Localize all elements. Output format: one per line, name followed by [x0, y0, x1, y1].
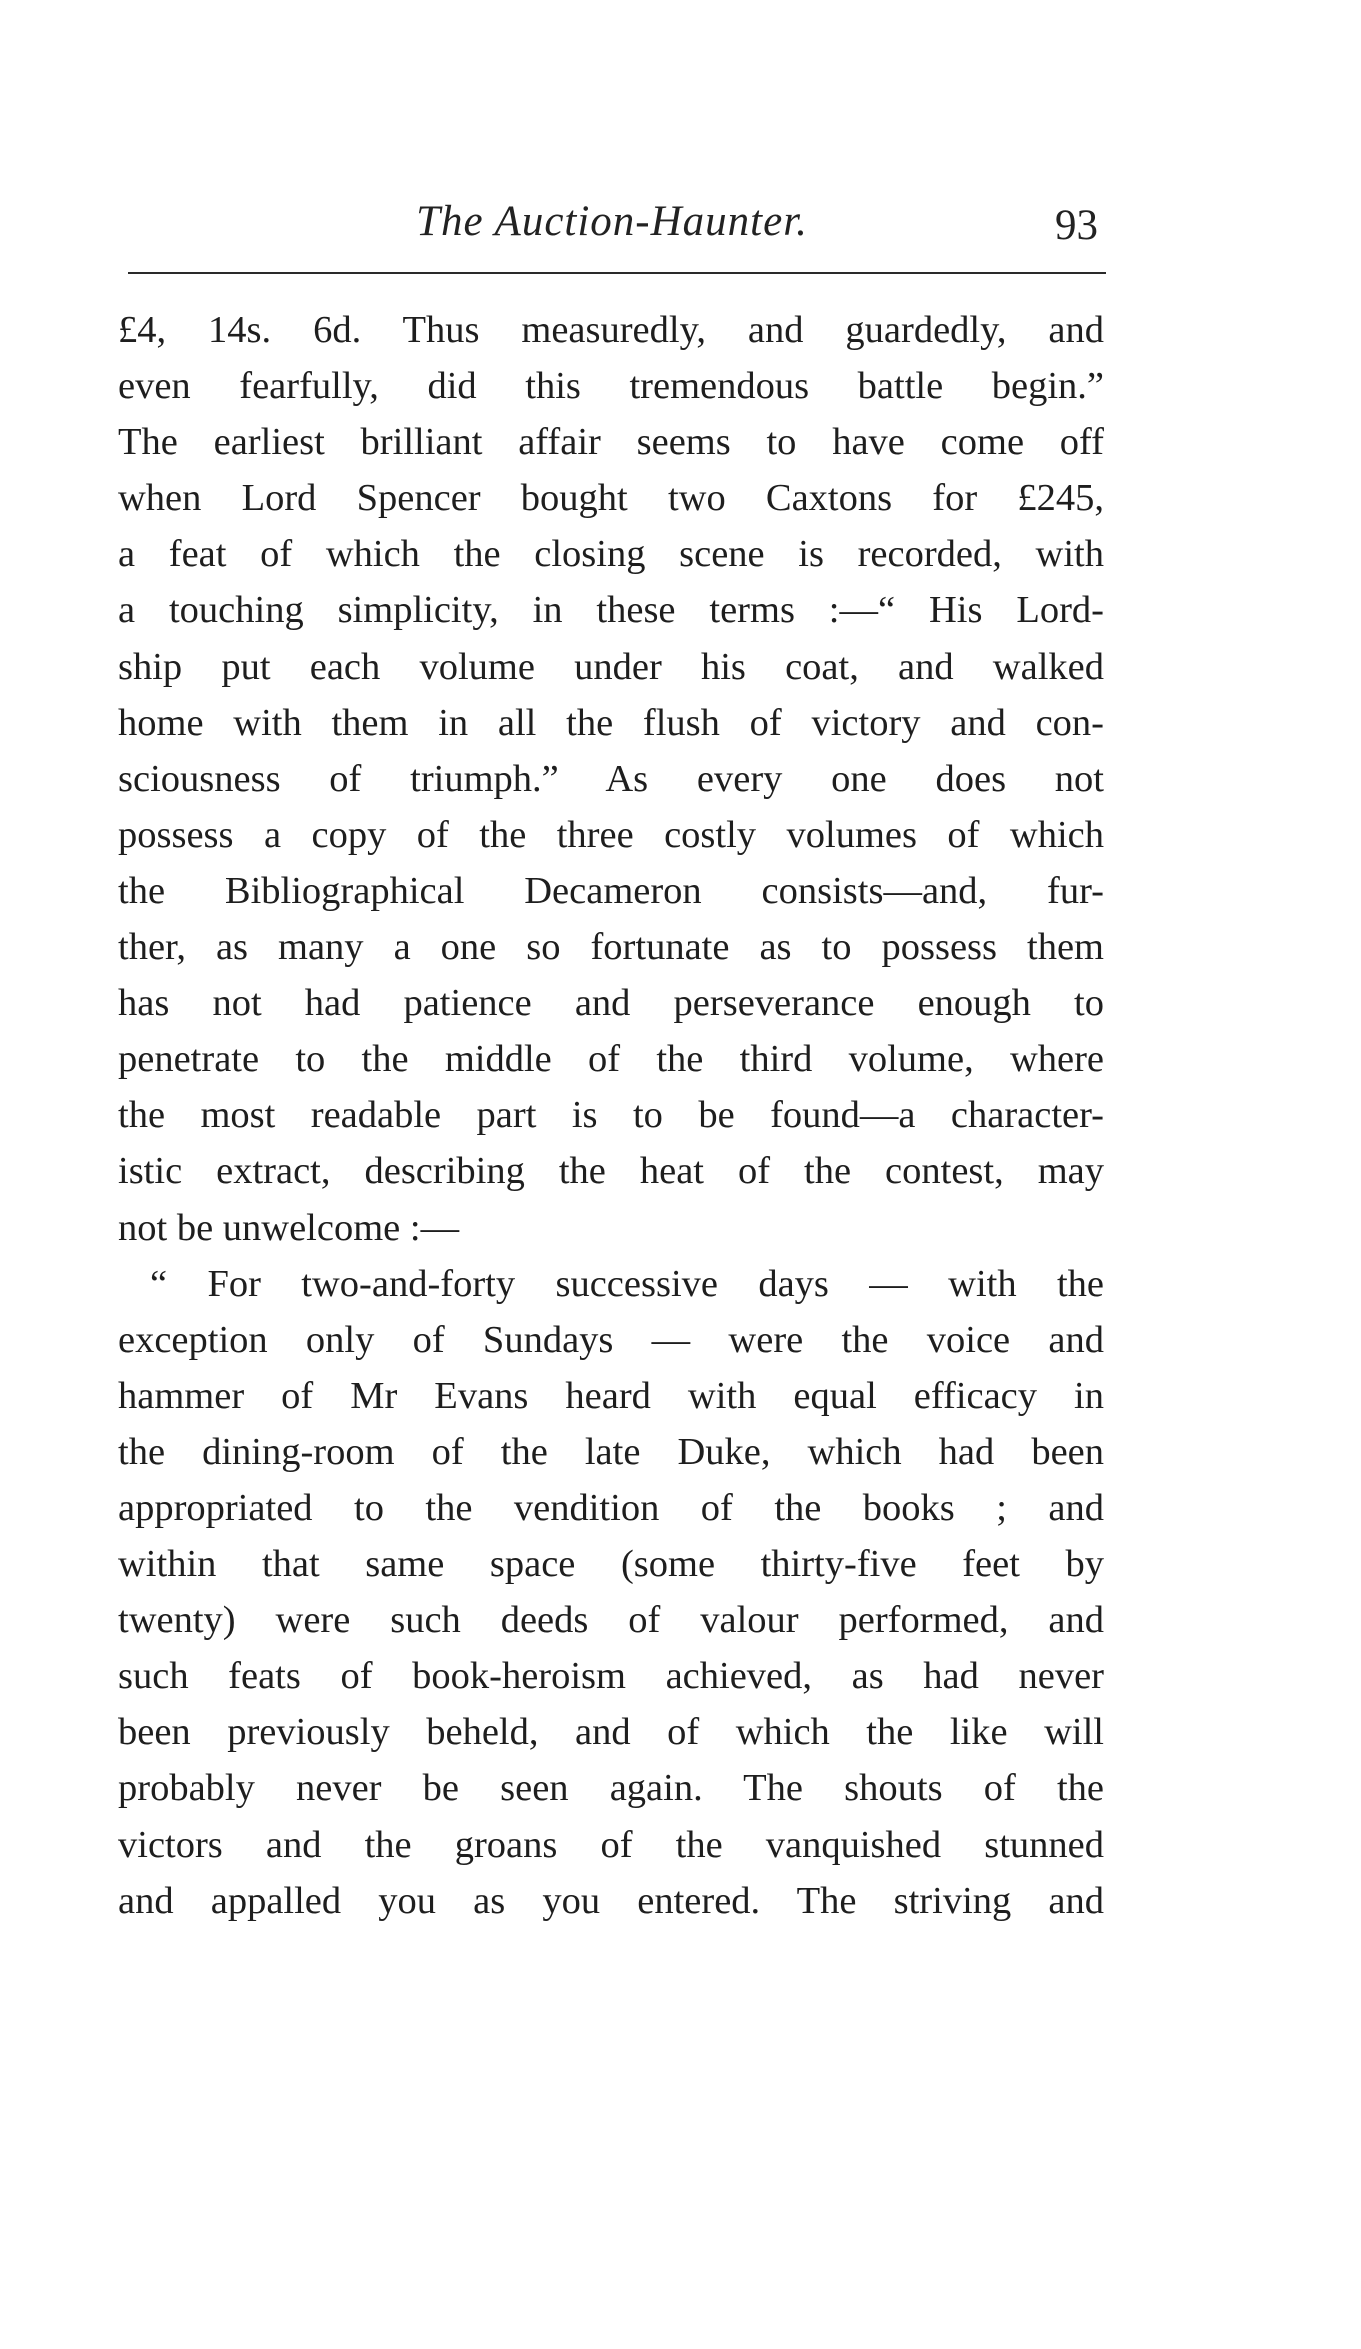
page-number: 93 — [1055, 202, 1098, 249]
text-line: The earliest brilliant affair seems to have come off — [118, 421, 1104, 464]
text-line: twenty) were such deeds of valour performed, and — [118, 1599, 1104, 1642]
text-line: home with them in all the flush of victory and con- — [118, 701, 1104, 744]
text-line: been previously beheld, and of which the like will — [118, 1711, 1104, 1754]
text-line: within that same space (some thirty-five feet by — [118, 1543, 1104, 1586]
text-line: the Bibliographical Decameron consists—and, fur- — [118, 869, 1104, 912]
text-line: possess a copy of the three costly volumes of which — [118, 813, 1104, 856]
text-line: appropriated to the vendition of the books ; and — [118, 1486, 1104, 1529]
quotation-first-line: “ For two-and-forty successive days — with the — [150, 1262, 1104, 1305]
text-line: exception only of Sundays — were the voice and — [118, 1318, 1104, 1361]
running-head — [118, 196, 1106, 260]
text-line: the dining-room of the late Duke, which had been — [118, 1430, 1104, 1473]
text-line: penetrate to the middle of the third volume, where — [118, 1038, 1104, 1081]
text-line: ther, as many a one so fortunate as to possess them — [118, 926, 1104, 969]
text-line: even fearfully, did this tremendous battle begin.” — [118, 365, 1104, 408]
text-line: has not had patience and perseverance enough to — [118, 982, 1104, 1025]
text-line: hammer of Mr Evans heard with equal efficacy in — [118, 1374, 1104, 1417]
text-line: such feats of book-heroism achieved, as had never — [118, 1655, 1104, 1698]
text-line: ship put each volume under his coat, and walked — [118, 645, 1104, 688]
text-line: and appalled you as you entered. The striving and — [118, 1879, 1104, 1922]
text-line: when Lord Spencer bought two Caxtons for £245, — [118, 477, 1104, 520]
header-rule — [128, 272, 1106, 274]
body-text — [118, 302, 1104, 1929]
text-line: istic extract, describing the heat of the contest, may — [118, 1150, 1104, 1193]
text-line: probably never be seen again. The shouts of the — [118, 1767, 1104, 1810]
paragraph-end-line: not be unwelcome :— — [118, 1206, 460, 1249]
text-line: sciousness of triumph.” As every one does not — [118, 757, 1104, 800]
text-line: the most readable part is to be found—a character- — [118, 1094, 1104, 1137]
text-line: victors and the groans of the vanquished stunned — [118, 1823, 1104, 1866]
text-line: £4, 14s. 6d. Thus measuredly, and guardedly, and — [118, 309, 1104, 351]
text-line: a touching simplicity, in these terms :—“ His Lord- — [118, 589, 1104, 632]
text-line: a feat of which the closing scene is recorded, with — [118, 533, 1104, 576]
running-title: The Auction-Haunter. — [416, 198, 808, 245]
